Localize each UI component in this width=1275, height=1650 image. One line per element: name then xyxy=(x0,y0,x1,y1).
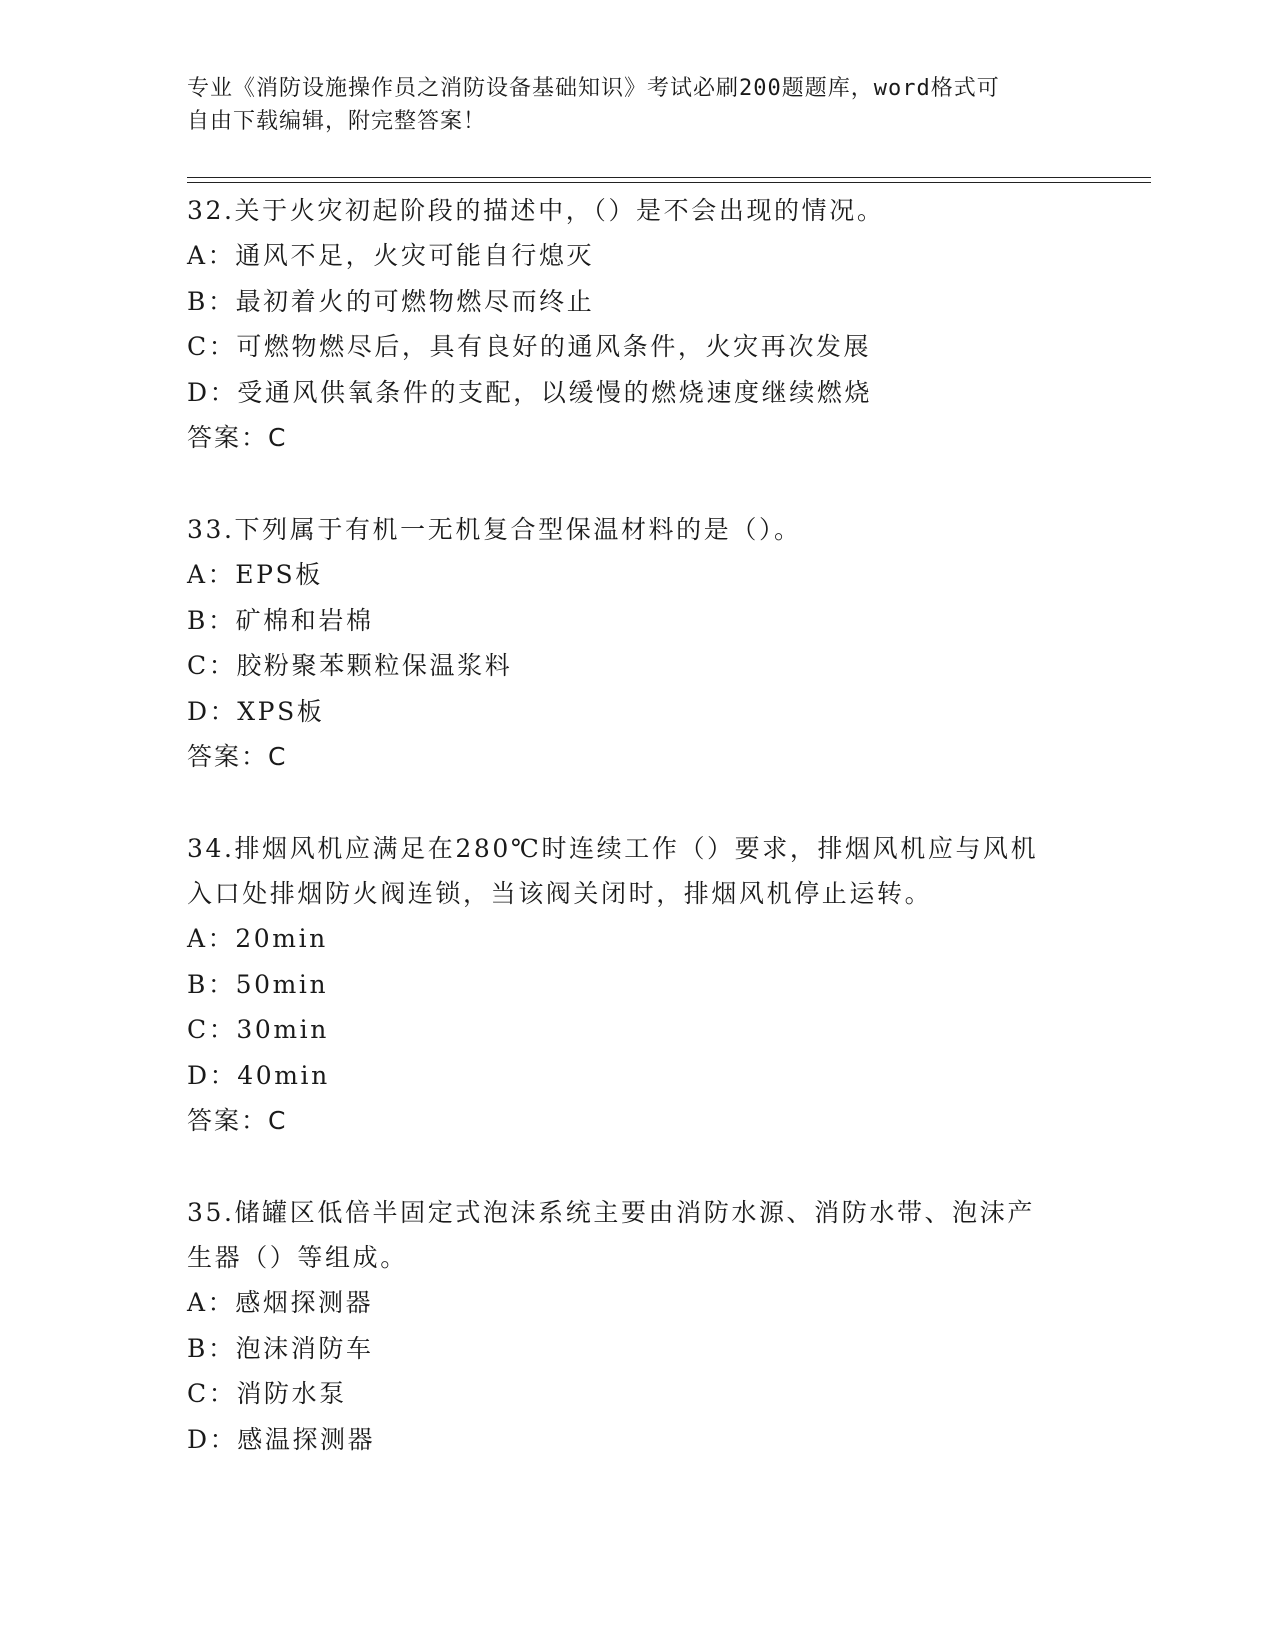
option-a: A：20min xyxy=(187,924,328,953)
option-c: C：消防水泵 xyxy=(187,1379,347,1408)
question-34 xyxy=(187,826,1087,1143)
option-b: B：50min xyxy=(187,969,329,999)
question-text-line: 入口处排烟防火阀连锁，当该阀关闭时，排烟风机停止运转。 xyxy=(187,879,933,908)
question-35 xyxy=(187,1190,1087,1462)
option-b: B：矿棉和岩棉 xyxy=(187,605,374,635)
option-c: C：可燃物燃尽后，具有良好的通风条件，火灾再次发展 xyxy=(187,332,872,361)
question-text-line: 生器（）等组成。 xyxy=(187,1243,408,1272)
document-header xyxy=(187,72,1067,138)
option-d: D：XPS板 xyxy=(187,696,325,726)
option-b: B：最初着火的可燃物燃尽而终止 xyxy=(187,286,595,316)
option-d: D：受通风供氧条件的支配，以缓慢的燃烧速度继续燃烧 xyxy=(187,377,873,407)
option-a: A：通风不足，火灾可能自行熄灭 xyxy=(187,241,595,270)
question-text-line: 33.下列属于有机一无机复合型保温材料的是（）。 xyxy=(187,515,802,544)
question-text-line: 35.储罐区低倍半固定式泡沫系统主要由消防水源、消防水带、泡沫产 xyxy=(187,1198,1035,1227)
option-c: C：胶粉聚苯颗粒保温浆料 xyxy=(187,651,513,680)
question-text-line: 32.关于火灾初起阶段的描述中，（）是不会出现的情况。 xyxy=(187,196,885,225)
question-text-line: 34.排烟风机应满足在280℃时连续工作（）要求，排烟风机应与风机 xyxy=(187,834,1039,863)
question-text xyxy=(187,1190,1087,1280)
question-text xyxy=(187,826,1087,916)
option-d: D：感温探测器 xyxy=(187,1424,376,1454)
option-d: D：40min xyxy=(187,1060,330,1090)
answer-label: 答案：C xyxy=(187,742,288,771)
question-text xyxy=(187,188,1087,233)
question-33 xyxy=(187,507,1087,779)
header-divider-bottom xyxy=(187,182,1151,183)
header-line-2: 自由下载编辑，附完整答案！ xyxy=(187,109,487,134)
question-list xyxy=(187,188,1087,1509)
option-c: C：30min xyxy=(187,1015,329,1044)
question-text xyxy=(187,507,1087,552)
header-divider-top xyxy=(187,177,1151,178)
question-32 xyxy=(187,188,1087,460)
option-a: A：EPS板 xyxy=(187,560,323,589)
answer-label: 答案：C xyxy=(187,423,288,452)
header-line-1: 专业《消防设施操作员之消防设备基础知识》考试必刷200题题库，word格式可 xyxy=(187,76,1000,101)
option-a: A：感烟探测器 xyxy=(187,1288,374,1317)
option-b: B：泡沫消防车 xyxy=(187,1333,374,1363)
answer-label: 答案：C xyxy=(187,1106,288,1135)
